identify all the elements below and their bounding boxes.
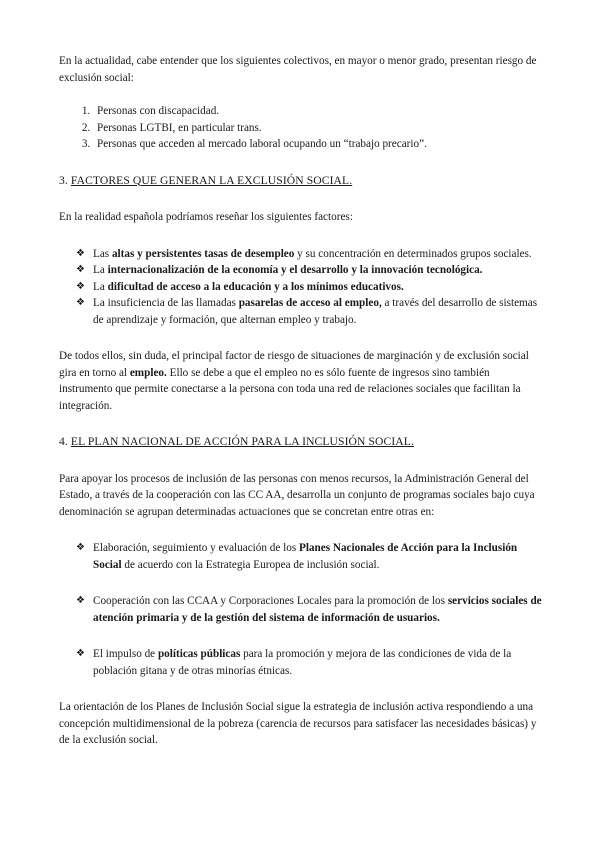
diamond-bullet-icon: ❖	[76, 264, 85, 275]
section-3-heading	[59, 173, 543, 190]
diamond-bullet-icon: ❖	[76, 648, 85, 659]
diamond-bullet-icon: ❖	[76, 595, 85, 606]
factores-list	[59, 246, 543, 329]
section-number: 4.	[59, 435, 68, 448]
list-item: ❖ Elaboración, seguimiento y evaluación de los Planes Nacionales de Acción para la Inclusión Social de acuerdo con la Estrategia Europea de inclusión social.	[76, 542, 518, 571]
section-3-intro: En la realidad española podríamos reseñar los siguientes factores:	[59, 211, 353, 223]
diamond-bullet-icon: ❖	[76, 280, 85, 292]
colectivos-list	[59, 103, 543, 153]
list-item: ❖ La insuficiencia de las llamadas pasarelas de acceso al empleo, a través del desarrollo de sistemas de aprendizaje y formación, que alternan empleo y trabajo.	[76, 297, 538, 326]
section-4-intro: Para apoyar los procesos de inclusión de las personas con menos recursos, la Administración General del Estado, a través de la cooperación con las CC AA, desarrolla un conjunto de programas sociales bajo cuya denominación se agrupan determinadas actuaciones que se concretan entre otras en:	[59, 472, 535, 518]
diamond-bullet-icon: ❖	[76, 247, 85, 259]
list-item: ❖ Las altas y persistentes tasas de desempleo y su concentración en determinados grupos sociales.	[59, 246, 543, 263]
diamond-bullet-icon: ❖	[76, 542, 85, 553]
list-item: 2. Personas LGTBI, en particular trans.	[93, 120, 543, 137]
section-number: 3.	[59, 173, 68, 187]
document-page	[59, 53, 543, 749]
list-item: ❖ Cooperación con las CCAA y Corporaciones Locales para la promoción de los servicios sociales de atención primaria y de la gestión del sistema de información de usuarios.	[76, 595, 542, 624]
list-item: ❖ La internacionalización de la economía y el desarrollo y la innovación tecnológica.	[59, 262, 543, 279]
section-title: EL PLAN NACIONAL DE ACCIÓN PARA LA INCLUSIÓN SOCIAL.	[70, 435, 414, 448]
diamond-bullet-icon: ❖	[76, 297, 85, 308]
section-4-closing: La orientación de los Planes de Inclusión Social sigue la estrategia de inclusión activa respondiendo a una concepción multidimensional de la pobreza (carencia de recursos para satisfacer las necesidades básicas) y de la exclusión social.	[59, 701, 537, 746]
actuaciones-list	[59, 540, 543, 679]
list-item: 1. Personas con discapacidad.	[93, 103, 543, 120]
section-title: FACTORES QUE GENERAN LA EXCLUSIÓN SOCIAL.	[70, 173, 353, 187]
list-item: 3. Personas que acceden al mercado laboral ocupando un “trabajo precario”.	[93, 136, 543, 153]
list-item: ❖ La dificultad de acceso a la educación y a los mínimos educativos.	[59, 279, 543, 296]
section-4-heading	[59, 434, 543, 451]
list-item: ❖ El impulso de políticas públicas para la promoción y mejora de las condiciones de vida de la población gitana y de otras minorías étnicas.	[76, 648, 512, 677]
intro-paragraph: En la actualidad, cabe entender que los siguientes colectivos, en mayor o menor grado, presentan riesgo de exclusión social:	[59, 55, 537, 84]
section-3-conclusion: De todos ellos, sin duda, el principal factor de riesgo de situaciones de marginación y de exclusión social gira en torno al empleo. Ello se debe a que el empleo no es sólo fuente de ingresos sino también instrumento que permite conectarse a la persona con toda una red de relaciones sociales que facilitan la integración.	[59, 350, 529, 412]
